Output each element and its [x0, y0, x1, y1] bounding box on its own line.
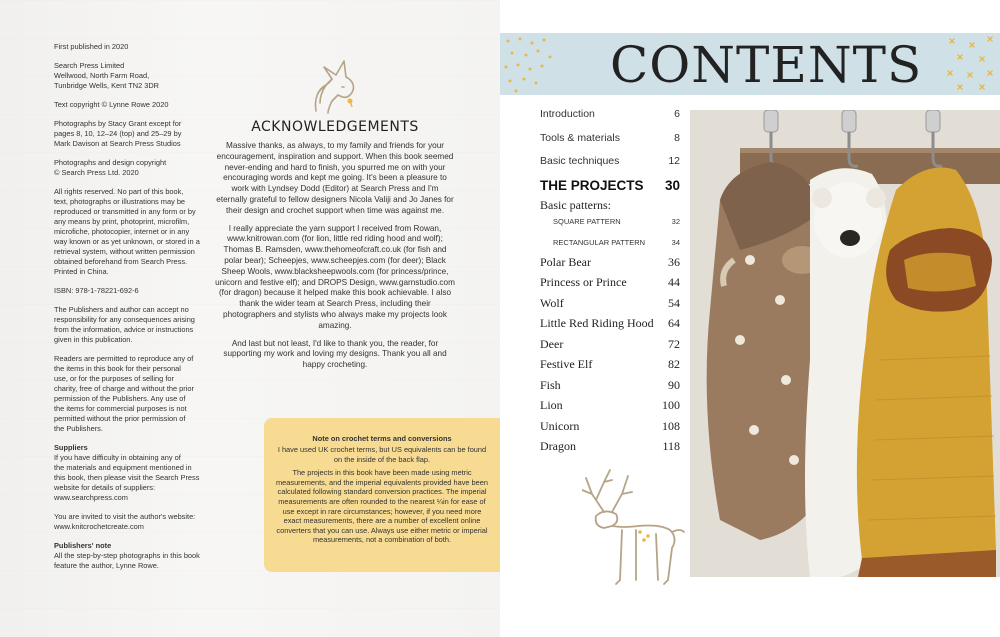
publishers-note-heading: Publishers' note: [54, 541, 112, 550]
toc-label: THE PROJECTS: [540, 178, 644, 193]
acknowledgements-title: ACKNOWLEDGEMENTS: [251, 119, 419, 135]
imprint-text-copyright: Text copyright © Lynne Rowe 2020: [54, 100, 169, 109]
imprint-isbn: ISBN: 978-1-78221-692-6: [54, 286, 139, 295]
toc-page: 8: [674, 132, 680, 144]
toc-page: 32: [671, 217, 680, 226]
acknowledgements-paragraph-2: I really appreciate the yarn support I received from Rowan, www.knitrowan.com (for lion, little red riding hood and wolf); Thomas B. Ramsden, www.thehomeofcraft.co.uk (for fish and polar bear); Scheepjes, www.scheepjes.com (for deer); Black Sheep Wools, www.blacksheepwools.com (for princess/prince, unicorn and festive elf); and DROPS Design, www.garnstudio.com (for dragon) because it helped make this book achievable. I also thank the wider team at Search Press, including their photographers and stylists who always make my projects look amazing.: [215, 223, 455, 330]
toc-label: Princess or Prince: [540, 275, 627, 289]
toc-basic-techniques[interactable]: [540, 155, 680, 167]
toc-page: 72: [668, 337, 680, 351]
toc-page: 12: [668, 155, 680, 167]
imprint-design-copyright: Photographs and design copyright © Search Press Ltd. 2020: [54, 158, 167, 177]
toc-project-item[interactable]: [540, 275, 680, 290]
hooded-blankets-photo: [690, 110, 1000, 577]
suppliers-text: If you have difficulty in obtaining any of the materials and equipment mentioned in this book, then please visit the Search Press website for details of suppliers: www.searchpress.com: [54, 453, 200, 502]
note-paragraph-2: The projects in this book have been made using metric measurements, and the imperial equivalents provided have been calculated following standard conversion practices. The imperial measurements are often rounded to the nearest ¼in for ease of use except in rare circumstances; however, if you need more exact measurements, there are a number of excellent online converters that you can use. Always use either metric or imperial measurements, not a combination of both.: [276, 468, 488, 545]
imprint-first-published: First published in 2020: [54, 42, 129, 51]
acknowledgements-section: [215, 55, 455, 378]
toc-page: 108: [662, 419, 680, 433]
toc-project-item[interactable]: [540, 337, 680, 352]
toc-page: 44: [668, 275, 680, 289]
toc-label: Basic techniques: [540, 155, 620, 167]
toc-introduction[interactable]: [540, 108, 680, 120]
toc-page: 6: [674, 108, 680, 120]
toc-label: RECTANGULAR PATTERN: [553, 238, 646, 247]
imprint-disclaimer: The Publishers and author can accept no responsibility for any consequences arising from the information, advice or instructions given in this publication.: [54, 305, 195, 344]
contents-title: CONTENTS: [610, 36, 923, 94]
toc-label: Fish: [540, 378, 561, 392]
acknowledgements-paragraph-3: And last but not least, I'd like to thank you, the reader, for supporting my work and loving my designs. Thank you all and happy crocheting.: [223, 338, 447, 370]
unicorn-icon: [302, 55, 368, 115]
toc-page: 30: [664, 178, 680, 193]
author-website-text: You are invited to visit the author's website: www.knitcrochetcreate.com: [54, 512, 196, 531]
toc-page: 100: [662, 398, 680, 412]
toc-rectangular-pattern[interactable]: [540, 238, 680, 247]
toc-label: Unicorn: [540, 419, 580, 433]
toc-label: Deer: [540, 337, 564, 351]
imprint-rights-reserved: All rights reserved. No part of this book, text, photographs or illustrations may be reproduced or transmitted in any form or by any means by print, photoprint, microfilm, microfiche, photocopier, internet or in any way known or as yet unknown, or stored in a retrieval system, without written permission obtained beforehand from Search Press. Printed in China.: [54, 187, 200, 276]
deer-icon: [582, 468, 687, 588]
toc-label: SQUARE PATTERN: [553, 217, 621, 226]
toc-project-item[interactable]: [540, 398, 680, 413]
toc-page: 34: [671, 238, 680, 247]
imprint-publisher-address: Search Press Limited Wellwood, North Farm Road, Tunbridge Wells, Kent TN2 3DR: [54, 61, 160, 90]
toc-label: Introduction: [540, 108, 595, 120]
toc-page: 64: [668, 316, 680, 330]
toc-basic-patterns-heading: Basic patterns:: [540, 198, 611, 212]
imprint-column: [54, 42, 214, 580]
acknowledgements-paragraph-1: Massive thanks, as always, to my family and friends for your encouragement, inspiration and support. When this book seemed never-ending and hard to finish, you spurred me on with your encouraging words and kept me going. It's been a pleasure to work with Lyndsey Dodd (Editor) at Search Press and I'm eternally grateful to fellow designers Nicola Valiji and Jo Janes for their design and crochet support when time was against me.: [216, 141, 454, 215]
toc-label: Tools & materials: [540, 132, 620, 144]
note-title: Note on crochet terms and conversions: [312, 434, 452, 443]
toc-page: 118: [662, 439, 680, 453]
toc-project-item[interactable]: [540, 296, 680, 311]
toc-label: Lion: [540, 398, 563, 412]
suppliers-heading: Suppliers: [54, 443, 88, 452]
note-paragraph-1: I have used UK crochet terms, but US equivalents can be found on the inside of the back flap.: [277, 445, 487, 464]
toc-project-item[interactable]: [540, 439, 680, 454]
imprint-reproduction: Readers are permitted to reproduce any of the items in this book for their personal use, or for the purposes of selling for charity, free of charge and without the prior permission of the Publishers. Any use of the items for commercial purposes is not permitted without the prior permission of the Publishers.: [54, 354, 194, 433]
dots-pattern-left: [500, 33, 560, 95]
toc-tools-materials[interactable]: [540, 132, 680, 144]
toc-project-item[interactable]: [540, 316, 680, 331]
right-page: [500, 0, 1000, 637]
toc-label: Dragon: [540, 439, 576, 453]
imprint-photo-credits: Photographs by Stacy Grant except for pages 8, 10, 12–24 (top) and 25–29 by Mark Davison at Search Press Studios: [54, 119, 182, 148]
toc-label: Polar Bear: [540, 255, 591, 269]
toc-label: Little Red Riding Hood: [540, 316, 654, 330]
hooded-blankets-illustration: [690, 110, 1000, 577]
toc-page: 36: [668, 255, 680, 269]
toc-label: Wolf: [540, 296, 564, 310]
cross-pattern-right: [940, 33, 1000, 95]
toc-the-projects[interactable]: [540, 178, 680, 193]
toc-project-item[interactable]: [540, 378, 680, 393]
toc-page: 90: [668, 378, 680, 392]
toc-project-item[interactable]: [540, 357, 680, 372]
publishers-note-text: All the step-by-step photographs in this book feature the author, Lynne Rowe.: [54, 551, 200, 570]
toc-page: 82: [668, 357, 680, 371]
toc-label: Festive Elf: [540, 357, 593, 371]
toc-square-pattern[interactable]: [540, 217, 680, 226]
toc-project-item[interactable]: [540, 419, 680, 434]
toc-project-item[interactable]: [540, 255, 680, 270]
toc-page: 54: [668, 296, 680, 310]
crochet-terms-note: [264, 418, 500, 572]
